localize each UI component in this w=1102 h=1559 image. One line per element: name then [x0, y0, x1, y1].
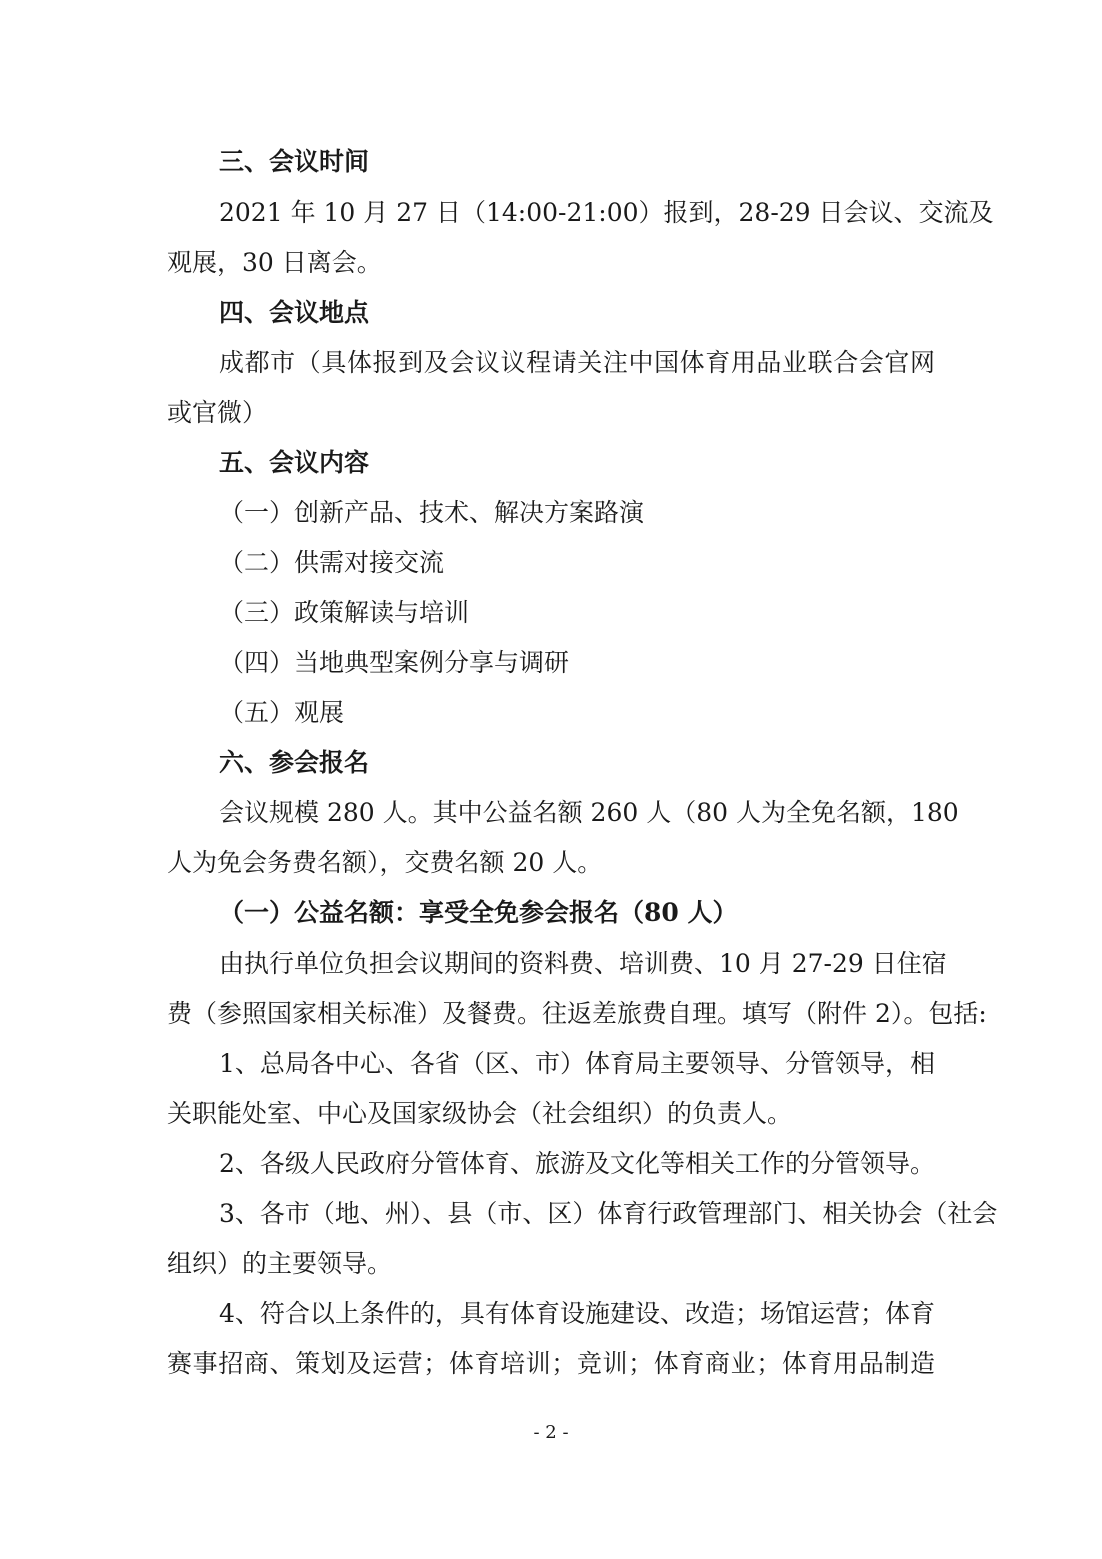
paragraph-line: 由执行单位负担会议期间的资料费、培训费、10 月 27-29 日住宿	[219, 949, 947, 978]
paragraph-line: 赛事招商、策划及运营；体育培训；竞训；体育商业；体育用品制造	[167, 1349, 935, 1378]
paragraph-line: 成都市（具体报到及会议议程请关注中国体育用品业联合会官网	[219, 348, 935, 377]
paragraph-line: 3、各市（地、州）、县（市、区）体育行政管理部门、相关协会（社会	[219, 1199, 998, 1228]
list-item: （三）政策解读与培训	[219, 598, 470, 627]
section-heading-meeting-time: 三、会议时间	[219, 147, 370, 176]
paragraph-line: 组织）的主要领导。	[167, 1249, 393, 1278]
section-heading-meeting-content: 五、会议内容	[219, 448, 370, 477]
paragraph-line: 关职能处室、中心及国家级协会（社会组织）的负责人。	[167, 1099, 793, 1128]
section-heading-registration: 六、参会报名	[219, 748, 370, 777]
paragraph-line: 1、总局各中心、各省（区、市）体育局主要领导、分管领导，相	[219, 1049, 935, 1078]
subsection-heading-public-quota: （一）公益名额：享受全免参会报名（80 人）	[219, 898, 738, 927]
page-number: - 2 -	[533, 1422, 569, 1443]
section-heading-meeting-location: 四、会议地点	[219, 298, 370, 327]
paragraph-line: 4、符合以上条件的，具有体育设施建设、改造；场馆运营；体育	[219, 1299, 935, 1328]
list-item: （二）供需对接交流	[219, 548, 445, 577]
paragraph-line: 会议规模 280 人。其中公益名额 260 人（80 人为全免名额，180	[219, 798, 959, 827]
list-item: （四）当地典型案例分享与调研	[219, 648, 570, 677]
paragraph-line: 2021 年 10 月 27 日（14:00-21:00）报到，28-29 日会议、交流及	[219, 198, 994, 227]
list-item: （五）观展	[219, 698, 345, 727]
list-item: （一）创新产品、技术、解决方案路演	[219, 498, 645, 527]
paragraph-line: 人为免会务费名额），交费名额 20 人。	[167, 848, 603, 877]
paragraph-line: 观展，30 日离会。	[167, 248, 382, 277]
paragraph-line: 费（参照国家相关标准）及餐费。往返差旅费自理。填写（附件 2）。包括:	[167, 999, 987, 1028]
paragraph-line: 或官微）	[167, 398, 268, 427]
paragraph-line: 2、各级人民政府分管体育、旅游及文化等相关工作的分管领导。	[219, 1149, 935, 1178]
